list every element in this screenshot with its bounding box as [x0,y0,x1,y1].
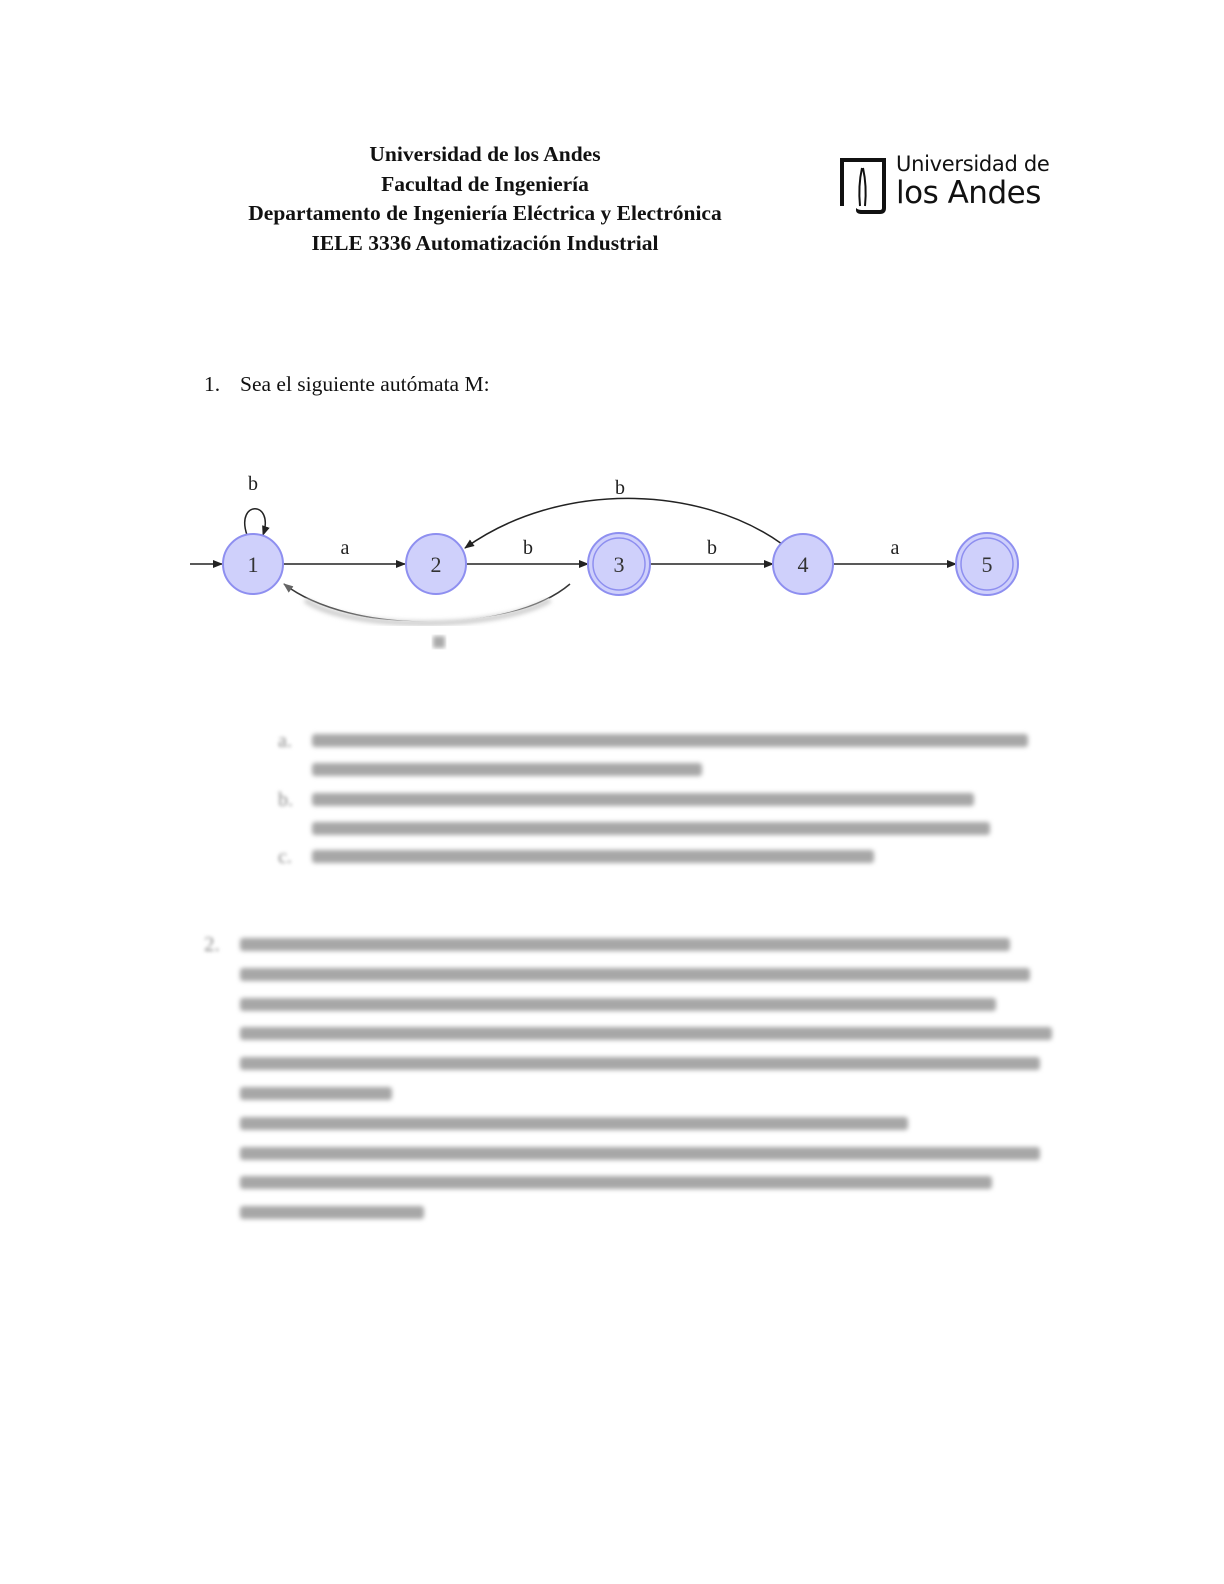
edge-1-1 [245,509,266,535]
subitem-b-text-blurred [312,793,990,851]
state-2 [406,534,466,594]
state-4 [773,534,833,594]
subitem-c-text-blurred [312,850,874,879]
state-5 [956,533,1018,595]
university-logo [834,152,1054,218]
logo-text-line2: los Andes [896,175,1041,211]
document-header [200,140,770,258]
logo-text-line1: Universidad de [896,152,1050,176]
state-2-label: 2 [430,552,442,577]
state-1-label: 1 [247,552,259,577]
header-course: IELE 3336 Automatización Industrial [311,230,659,255]
edge-label-3-4: b [707,537,717,559]
edge-label-4-2: b [615,477,625,499]
state-4-label: 4 [797,552,809,577]
edge-label-3-1-blurred [433,636,445,648]
header-faculty: Facultad de Ingeniería [381,171,589,196]
edge-label-1-2: a [340,537,350,559]
subitem-b-marker: b. [278,789,293,811]
question-1-text: Sea el siguiente autómata M: [240,372,490,396]
question-2-number: 2. [204,932,220,956]
question-2-text-blurred [240,938,1052,1236]
edge-label-2-3: b [523,537,533,559]
state-3 [588,533,650,595]
question-1-number: 1. [204,372,221,396]
state-5-label: 5 [981,552,993,577]
header-university: Universidad de los Andes [369,142,601,166]
state-3-label: 3 [613,552,625,577]
header-department: Departamento de Ingeniería Eléctrica y Electrónica [248,201,722,225]
edge-label-4-5: a [890,537,900,559]
subitem-a-marker: a. [278,730,292,752]
question-1 [204,372,490,397]
edge-label-1-1: b [248,473,258,495]
automaton-diagram [180,460,1040,660]
subitem-c-marker: c. [278,846,292,868]
subitem-a-text-blurred [312,734,1028,792]
state-1 [223,534,283,594]
shield-icon [834,152,892,218]
